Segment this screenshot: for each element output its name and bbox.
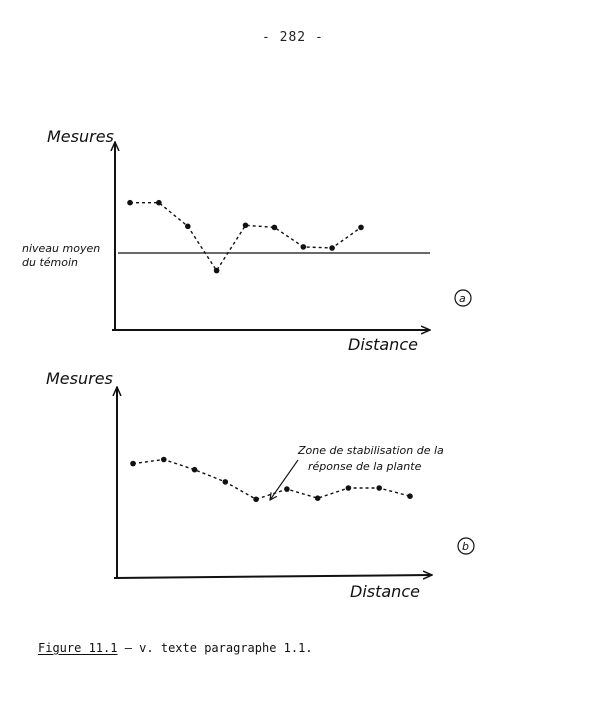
chart-b-point-2: [161, 457, 167, 463]
chart-b-letter-badge: [458, 538, 474, 554]
chart-a-point-4: [214, 268, 220, 274]
chart-a-point-9: [358, 225, 364, 231]
chart-b-point-5: [253, 497, 259, 503]
chart-b-annotation-line1: Zone de stabilisation de la: [298, 444, 444, 457]
chart-a-letter: a: [459, 292, 466, 305]
chart-a-x-axis-label: Distance: [348, 335, 418, 354]
chart-a-point-7: [301, 244, 307, 250]
chart-a-points: [127, 200, 364, 274]
chart-a-point-5: [243, 223, 249, 229]
chart-b-x-axis-label: Distance: [350, 582, 420, 601]
chart-a-point-2: [156, 200, 162, 206]
chart-b-point-10: [407, 493, 413, 499]
chart-a-reference-label-line2: du témoin: [22, 256, 79, 269]
chart-a-point-1: [127, 200, 133, 206]
figure-caption-text: – v. texte paragraphe 1.1.: [124, 641, 313, 655]
figure-caption: [38, 641, 313, 655]
chart-a-reference-label-line1: niveau moyen: [22, 242, 101, 255]
chart-b-point-1: [130, 461, 136, 467]
chart-b-letter: b: [462, 540, 469, 553]
chart-a-point-8: [329, 245, 335, 251]
chart-b-annotation-line2: réponse de la plante: [308, 460, 422, 473]
chart-a-letter-badge: [455, 290, 471, 306]
chart-b-point-8: [346, 485, 352, 491]
figure-caption-label: Figure 11.1: [38, 641, 118, 655]
chart-a-point-3: [185, 224, 191, 230]
chart-a: [22, 127, 471, 354]
chart-b-point-3: [192, 467, 198, 473]
chart-b: [46, 369, 474, 601]
chart-b-y-axis-label: Mesures: [46, 369, 113, 388]
chart-b-x-axis: [114, 575, 432, 578]
chart-a-series-line: [130, 203, 361, 271]
page-number: - 282 -: [262, 30, 324, 45]
chart-a-point-6: [272, 225, 278, 231]
chart-b-point-9: [376, 485, 382, 491]
chart-b-point-7: [315, 495, 321, 501]
chart-a-y-axis-label: Mesures: [47, 127, 114, 146]
chart-b-point-4: [223, 479, 229, 485]
chart-b-point-6: [284, 486, 290, 492]
